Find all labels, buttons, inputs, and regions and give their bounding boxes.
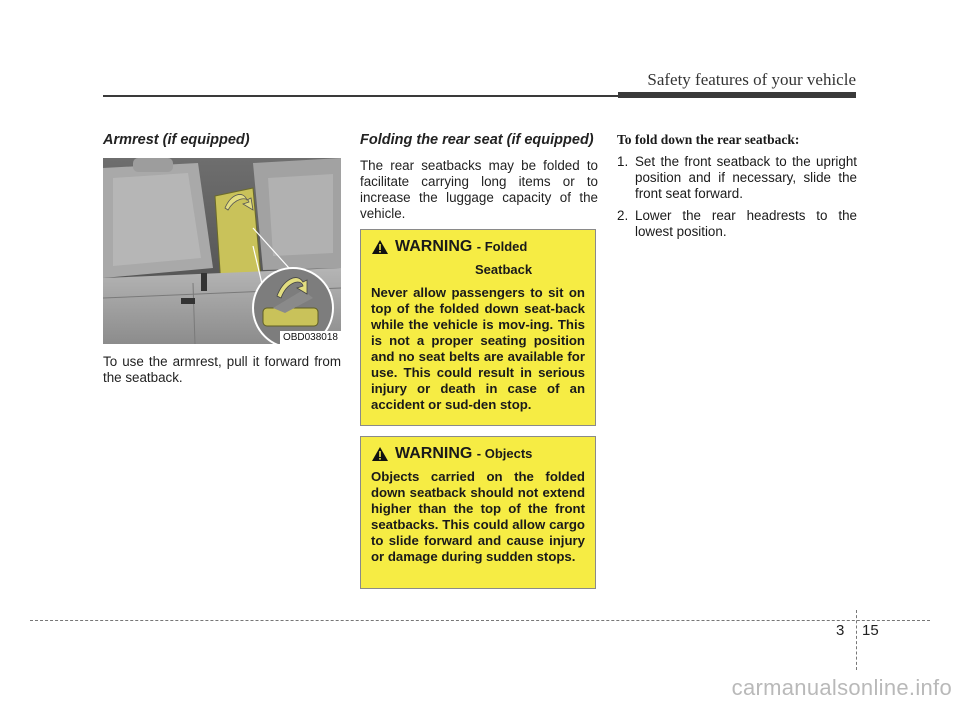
step-text: Set the front seatback to the upright position and if necessary, slide the front seat forward. <box>635 154 857 201</box>
folding-heading: Folding the rear seat (if equipped) <box>360 132 594 148</box>
watermark: carmanualsonline.info <box>731 675 952 700</box>
warning-title <box>371 445 585 463</box>
procedure-step <box>617 154 857 202</box>
warning-text: Never allow passengers to sit on top of the folded down seat-back while the vehicle is mov-ing. This is not a proper seating position and no seat belts are available for use. This could result in serious injury or death in case of an accident or sud-den stop. <box>371 285 585 412</box>
procedure-section <box>617 132 857 246</box>
warning-title <box>371 238 585 256</box>
warning-subject: - Folded <box>476 239 528 254</box>
header-rule-accent <box>618 92 856 98</box>
warning-triangle-icon <box>371 239 389 255</box>
warning-box-folded-seatback <box>360 229 596 426</box>
warning-box-objects <box>360 436 596 589</box>
page-header-title: Safety features of your vehicle <box>647 70 856 89</box>
armrest-figure <box>103 158 341 344</box>
folding-section <box>360 132 598 222</box>
procedure-step <box>617 208 857 240</box>
armrest-caption: To use the armrest, pull it forward from the seatback. <box>103 354 341 385</box>
warning-subject: - Objects <box>476 446 533 461</box>
page-number: 15 <box>862 622 879 639</box>
page-divider <box>856 610 857 670</box>
armrest-heading: Armrest (if equipped) <box>103 132 250 148</box>
warning-word: WARNING <box>395 238 473 255</box>
warning-word: WARNING <box>395 445 473 462</box>
rear-seat-illustration <box>103 158 341 344</box>
step-number: 2. <box>617 208 629 223</box>
procedure-heading: To fold down the rear seatback: <box>617 132 800 147</box>
footer-rule <box>30 620 930 621</box>
warning-text: Objects carried on the folded down seatback should not extend higher than the top of the front seatbacks. This could allow cargo to slide forward and cause injury or damage during sudden stops. <box>371 469 585 564</box>
armrest-section <box>103 132 341 386</box>
warning-subject-line2: Seatback <box>475 262 533 277</box>
folding-body: The rear seatbacks may be folded to facilitate carrying long items or to increase the luggage capacity of the vehicle. <box>360 158 598 221</box>
figure-code: OBD038018 <box>280 331 341 344</box>
chapter-number: 3 <box>836 622 845 639</box>
step-number: 1. <box>617 154 629 169</box>
step-text: Lower the rear headrests to the lowest position. <box>635 208 857 239</box>
warning-triangle-icon <box>371 446 389 462</box>
